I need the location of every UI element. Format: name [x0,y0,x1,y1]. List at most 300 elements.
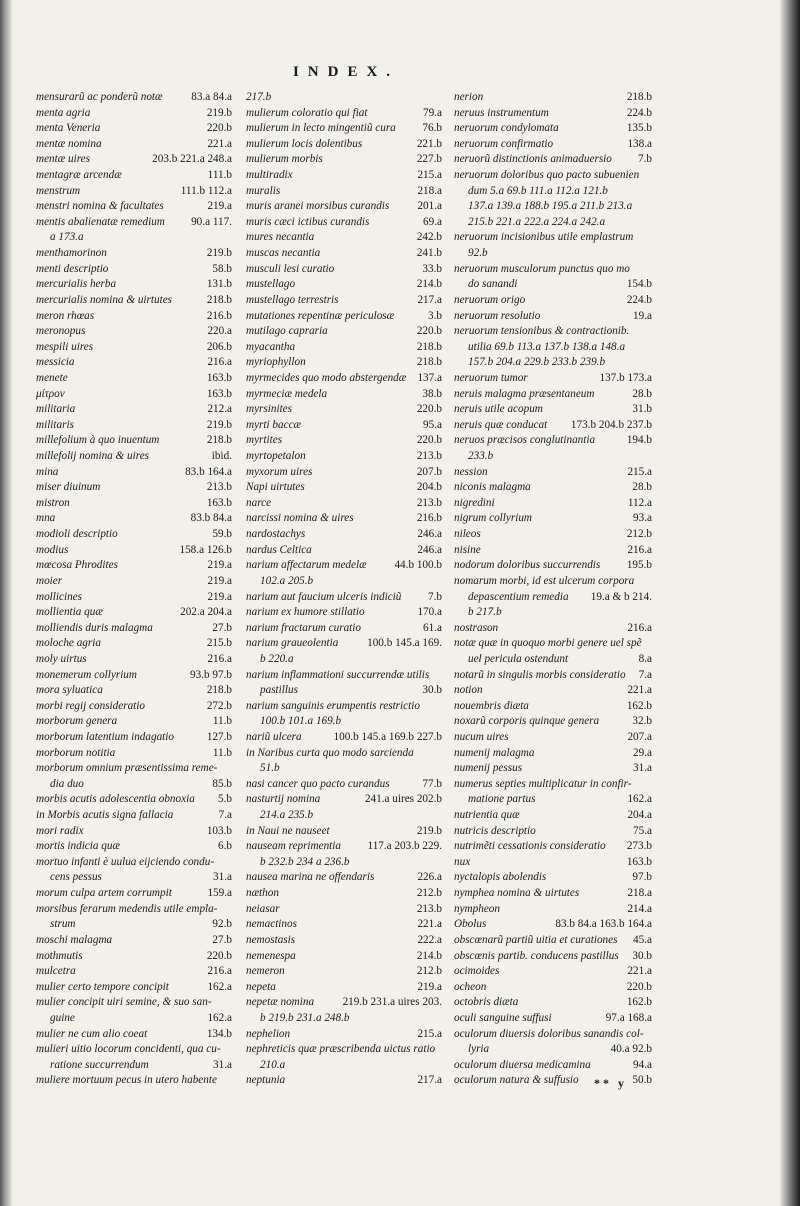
index-term: myriophyllon [246,356,306,369]
index-page-ref: 220.b [416,434,442,447]
index-entry [36,106,232,122]
index-page-ref: 69.a [423,215,442,228]
index-term: mortuo infanti è uulua eijciendo condu- [36,855,215,868]
index-entry [36,230,232,246]
index-entry [246,777,442,793]
index-page-ref: 40.a 92.b [610,1043,652,1056]
index-page-ref: 112.a [627,496,652,509]
index-entry [246,870,442,886]
index-entry [246,121,442,137]
index-entry [246,449,442,465]
index-term: b 219.b 231.a 248.b [260,1011,350,1024]
index-entry [36,590,232,606]
index-entry [36,605,232,621]
index-page-ref: 212.a [207,403,232,416]
index-entry [454,106,652,122]
index-page-ref: 127.b [206,730,232,743]
index-entry [36,777,232,793]
index-entry [454,980,652,996]
index-term: nomarum morbi, id est ulcerum corpora [454,574,635,587]
index-term: obscœnis partib. conducens pastillus [454,949,619,962]
index-entry [246,917,442,933]
index-page-ref: 202.a 204.a [180,606,232,619]
index-term: utilia 69.b 113.a 137.b 138.a 148.a [468,340,626,353]
index-entry [454,917,652,933]
index-entry [36,262,232,278]
index-page-ref: 93.a [633,512,652,525]
index-page-ref: 135.b [626,122,652,135]
index-entry [36,152,232,168]
index-term: nostrason [454,621,499,634]
index-entry [454,246,652,262]
index-entry [246,558,442,574]
index-page-ref: 45.a [633,933,652,946]
index-term: narium fractarum curatio [246,621,361,634]
index-term: neruorum musculorum punctus quo mo [454,262,630,275]
index-entry [246,590,442,606]
index-entry [246,605,442,621]
index-entry [246,1011,442,1027]
index-entry [36,511,232,527]
index-term: narium aut faucium ulceris indiciũ [246,590,402,603]
index-page-ref: 5.b [218,793,232,806]
index-term: neruorum tumor [454,371,528,384]
index-entry [454,184,652,200]
index-term: nympheon [454,902,500,915]
index-entry [36,980,232,996]
index-page-ref: 31.a [213,1058,232,1071]
index-term: nemeron [246,965,285,978]
index-term: mulier ne cum alio coeat [36,1027,148,1040]
index-entry [36,90,232,106]
index-entry [246,792,442,808]
index-page-ref: 207.b [416,465,442,478]
index-entry [246,433,442,449]
index-term: nemostasis [246,933,296,946]
index-entry [246,106,442,122]
index-entry [454,870,652,886]
index-term: mœcosa Phrodites [36,559,118,572]
index-term: neruorũ distinctionis animaduersio [454,153,612,166]
index-page-ref: 83.b 164.a [185,465,232,478]
index-page-ref: 162.b [626,996,652,1009]
index-term: muliere mortuum pecus in utero habente [36,1074,217,1087]
index-entry [454,309,652,325]
index-page-ref: 219.a [207,574,232,587]
index-term: nyctalopis abolendis [454,871,547,884]
index-entry [246,746,442,762]
index-term: neruorum condylomata [454,122,559,135]
index-page-ref: 30.b [422,684,442,697]
index-page-ref: 212.b [416,887,442,900]
index-entry [36,402,232,418]
index-term: nariũ ulcera [246,730,302,743]
index-entry [36,636,232,652]
index-entry [454,902,652,918]
index-term: nux [454,855,471,868]
index-page-ref: 219.a [417,980,442,993]
index-entry [36,480,232,496]
index-page-ref: 227.b [416,153,442,166]
index-page-ref: 220.b [206,122,232,135]
index-term: guine [50,1011,75,1024]
index-term: menstrum [36,184,81,197]
index-column-1 [36,90,232,1089]
index-entry [454,121,652,137]
index-term: nession [454,465,488,478]
index-entry [36,355,232,371]
index-page-ref: 207.a [627,730,652,743]
index-entry [454,949,652,965]
index-entry [36,199,232,215]
index-page-ref: 31.a [213,871,232,884]
index-term: nephelion [246,1027,291,1040]
index-entry [454,605,652,621]
index-entry [454,746,652,762]
index-term: myrtopetalon [246,450,306,463]
index-entry [454,1058,652,1074]
index-term: nauseam reprimentia [246,840,341,853]
index-page-ref: 213.b [416,496,442,509]
index-term: nemactinos [246,918,297,931]
index-entry [454,699,652,715]
index-page-ref: 273.b [626,840,652,853]
index-term: menti descriptio [36,262,109,275]
index-entry [246,730,442,746]
index-entry [454,652,652,668]
index-entry [36,418,232,434]
index-term: do sanandi [468,278,518,291]
index-entry [36,746,232,762]
index-page-ref: 195.b [626,559,652,572]
index-entry [246,465,442,481]
index-term: narium affectarum medelæ [246,559,367,572]
index-entry [454,355,652,371]
index-page-ref: 162.a [207,1011,232,1024]
index-term: mentæ uires [36,153,90,166]
index-term: mistron [36,496,70,509]
index-page-ref: 224.b [626,106,652,119]
index-term: neruorum origo [454,293,526,306]
index-entry [36,543,232,559]
index-entry [454,777,652,793]
index-page-ref: 131.b [206,278,232,291]
index-entry [246,1073,442,1089]
index-term: mothmutis [36,949,83,962]
index-term: numerus septies multiplicatur in confir- [454,777,632,790]
index-term: cens pessus [50,871,102,884]
index-entry [36,121,232,137]
index-entry [36,184,232,200]
index-entry [246,152,442,168]
index-term: neruorum resolutio [454,309,541,322]
index-term: ocimoides [454,965,500,978]
index-page-ref: 100.b 145.a 169. [367,637,442,650]
index-term: numenij malagma [454,746,535,759]
index-term: musculi lesi curatio [246,262,335,275]
index-page-ref: 27.b [212,621,232,634]
index-term: b 220.a [260,652,294,665]
index-entry [36,1058,232,1074]
index-entry [246,995,442,1011]
index-page-ref: 272.b [206,699,232,712]
index-entry [454,371,652,387]
index-entry [36,964,232,980]
index-entry [36,761,232,777]
index-term: b 217.b [468,606,502,619]
index-term: monemerum collyrium [36,668,137,681]
index-term: neruorum tensionibus & contractionib. [454,325,630,338]
index-entry [36,855,232,871]
index-term: neptunia [246,1074,286,1087]
index-entry [246,714,442,730]
index-entry [246,668,442,684]
index-entry [454,792,652,808]
index-entry [36,902,232,918]
index-term: messicia [36,356,75,369]
index-term: militaris [36,418,74,431]
index-term: oculorum natura & suffusio [454,1074,579,1087]
index-entry [36,699,232,715]
index-term: meron rhœas [36,309,95,322]
index-entry [246,886,442,902]
index-term: nutrientia quæ [454,809,520,822]
index-term: menete [36,371,68,384]
index-entry [454,590,652,606]
index-page-ref: 220.b [626,980,652,993]
index-page-ref: 85.b [212,777,232,790]
index-term: b 232.b 234 a 236.b [260,855,350,868]
index-term: nardostachys [246,528,306,541]
index-entry [36,714,232,730]
index-page-ref: 218.a [627,887,652,900]
index-term: modioli descriptio [36,528,118,541]
index-page-ref: 8.a [638,652,652,665]
index-page-ref: 134.b [206,1027,232,1040]
index-entry [246,277,442,293]
index-page-ref: 214.b [416,278,442,291]
index-entry [246,527,442,543]
index-page-ref: 170.a [417,606,442,619]
index-term: mortis indicia quæ [36,840,120,853]
index-term: depascentium remedia [468,590,569,603]
index-page-ref: 111.b [207,169,232,182]
index-page-ref: 221.a [627,684,652,697]
index-term: moly uirtus [36,652,87,665]
index-entry [454,449,652,465]
index-entry [454,714,652,730]
index-entry [36,215,232,231]
index-entry [454,511,652,527]
index-page-ref: 220.b [206,949,232,962]
index-page-ref: 215.a [417,1027,442,1040]
index-entry [36,933,232,949]
index-entry [454,527,652,543]
index-term: 215.b 221.a 222.a 224.a 242.a [468,215,606,228]
index-page-ref: 6.b [218,840,232,853]
index-term: mespili uires [36,340,94,353]
index-page-ref: 204.a [627,809,652,822]
index-term: nephreticis quæ præscribenda uictus ratio [246,1043,436,1056]
index-page-ref: 219.a [207,200,232,213]
index-entry [246,699,442,715]
index-page-ref: 32.b [632,715,652,728]
index-term: mulcetra [36,965,76,978]
index-term: mori radix [36,824,84,837]
index-term: millefolium à quo inuentum [36,434,160,447]
index-page-ref: 93.b 97.b [190,668,232,681]
index-entry [246,574,442,590]
index-page-ref: 218.b [206,434,232,447]
index-term: myrmecides quo modo abstergendæ [246,371,407,384]
index-term: oculorum diuersa medicamina [454,1058,591,1071]
index-term: neruis quæ conducat [454,418,548,431]
index-page-ref: 215.b [206,637,232,650]
index-page-ref: 215.a [417,169,442,182]
index-entry [246,808,442,824]
index-page-ref: 137.b 173.a [599,371,652,384]
index-entry [246,511,442,527]
index-entry [454,496,652,512]
index-entry [454,1027,652,1043]
index-page-ref: 206.b [206,340,232,353]
index-entry [246,839,442,855]
index-page-ref: 11.b [212,746,232,759]
index-page-ref: 219.b [206,418,232,431]
index-term: nigrum collyrium [454,512,532,525]
index-term: nasi cancer quo pacto curandus [246,777,390,790]
index-term: neruus instrumentum [454,106,549,119]
index-page-ref: 28.b [632,387,652,400]
index-entry [246,387,442,403]
index-entry [454,152,652,168]
index-page-ref: 33.b [422,262,442,275]
index-term: myacantha [246,340,296,353]
index-page-ref: 224.b [626,293,652,306]
index-entry [246,230,442,246]
index-entry [36,824,232,840]
index-entry [454,433,652,449]
index-term: menta Veneria [36,122,101,135]
index-term: morbi regij consideratio [36,699,145,712]
index-entry [454,933,652,949]
index-term: neruorum incisionibus utile emplastrum [454,231,634,244]
index-page-ref: 216.b [206,309,232,322]
index-page-ref: 27.b [212,933,232,946]
index-page-ref: 159.a [207,887,232,900]
index-entry [454,402,652,418]
index-term: menstri nomina & facultates [36,200,164,213]
index-term: mulier concipit uiri semine, & suo san- [36,996,212,1009]
index-term: mutilago capraria [246,325,328,338]
index-term: dum 5.a 69.b 111.a 112.a 121.b [468,184,608,197]
index-page-ref: 158.a 126.b [179,543,232,556]
index-term: mustellago [246,278,296,291]
index-entry [246,933,442,949]
index-page-ref: 92.b [212,918,232,931]
index-entry [454,168,652,184]
index-term: mollicines [36,590,82,603]
index-entry [454,215,652,231]
index-term: Obolus [454,918,487,931]
index-term: mercurialis nomina & uirtutes [36,293,173,306]
index-entry [246,652,442,668]
index-term: mercurialis herba [36,278,117,291]
index-term: mures necantia [246,231,315,244]
index-page-ref: 226.a [417,871,442,884]
index-entry [454,387,652,403]
index-entry [246,761,442,777]
index-entry [36,246,232,262]
index-term: nodorum doloribus succurrendis [454,559,601,572]
index-entry [246,621,442,637]
index-entry [36,1027,232,1043]
index-term: nouembris diæta [454,699,529,712]
index-entry [454,558,652,574]
index-entry [36,886,232,902]
index-entry [36,496,232,512]
index-term: moschi malagma [36,933,113,946]
index-entry [36,527,232,543]
index-entry [36,668,232,684]
index-page-ref: 212.b [416,965,442,978]
index-page-ref: 217.a [417,293,442,306]
index-term: narium ex humore stillatio [246,606,365,619]
index-term: nasturtij nomina [246,793,321,806]
index-term: notæ quæ in quoquo morbi genere uel spẽ [454,637,642,650]
index-entry [36,808,232,824]
index-page-ref: 97.a 168.a [605,1011,652,1024]
index-page-ref: 241.b [416,247,442,260]
index-page-ref: 219.b 231.a uires 203. [342,996,442,1009]
index-term: obscœnarũ partiũ uitia et curationes [454,933,618,946]
index-term: myrtites [246,434,283,447]
index-page-ref: 7.a [218,809,232,822]
index-entry [246,293,442,309]
index-term: mora syluatica [36,684,103,697]
page-gutter-shadow [0,0,12,1206]
index-page-ref: 221.a [417,918,442,931]
index-term: 214.a 235.b [260,809,314,822]
index-term: nemenespa [246,949,296,962]
index-page-ref: 31.a [633,762,652,775]
index-page-ref: 220.a [207,325,232,338]
index-page-ref: 95.a [423,418,442,431]
index-page-ref: 61.a [423,621,442,634]
index-term: myxorum uires [246,465,313,478]
index-term: octobris diæta [454,996,519,1009]
index-entry [246,246,442,262]
index-term: nerion [454,91,484,103]
index-term: narium sanguinis erumpentis restrictio [246,699,420,712]
index-page-ref: 111.b 112.a [180,184,232,197]
index-term: nutricis descriptio [454,824,536,837]
index-entry [36,621,232,637]
index-page-ref: 213.b [416,902,442,915]
index-entry [454,418,652,434]
index-entry [454,199,652,215]
index-term: myrsinites [246,403,292,416]
index-term: 217.b [246,91,272,103]
index-page-ref: 28.b [632,481,652,494]
index-term: menta agria [36,106,91,119]
index-page-ref: 7.b [638,153,652,166]
index-entry [36,1073,232,1089]
index-page-ref: 163.b [206,371,232,384]
index-term: pastillus [260,684,298,697]
index-term: muscas necantia [246,247,321,260]
index-term: moier [36,574,63,587]
